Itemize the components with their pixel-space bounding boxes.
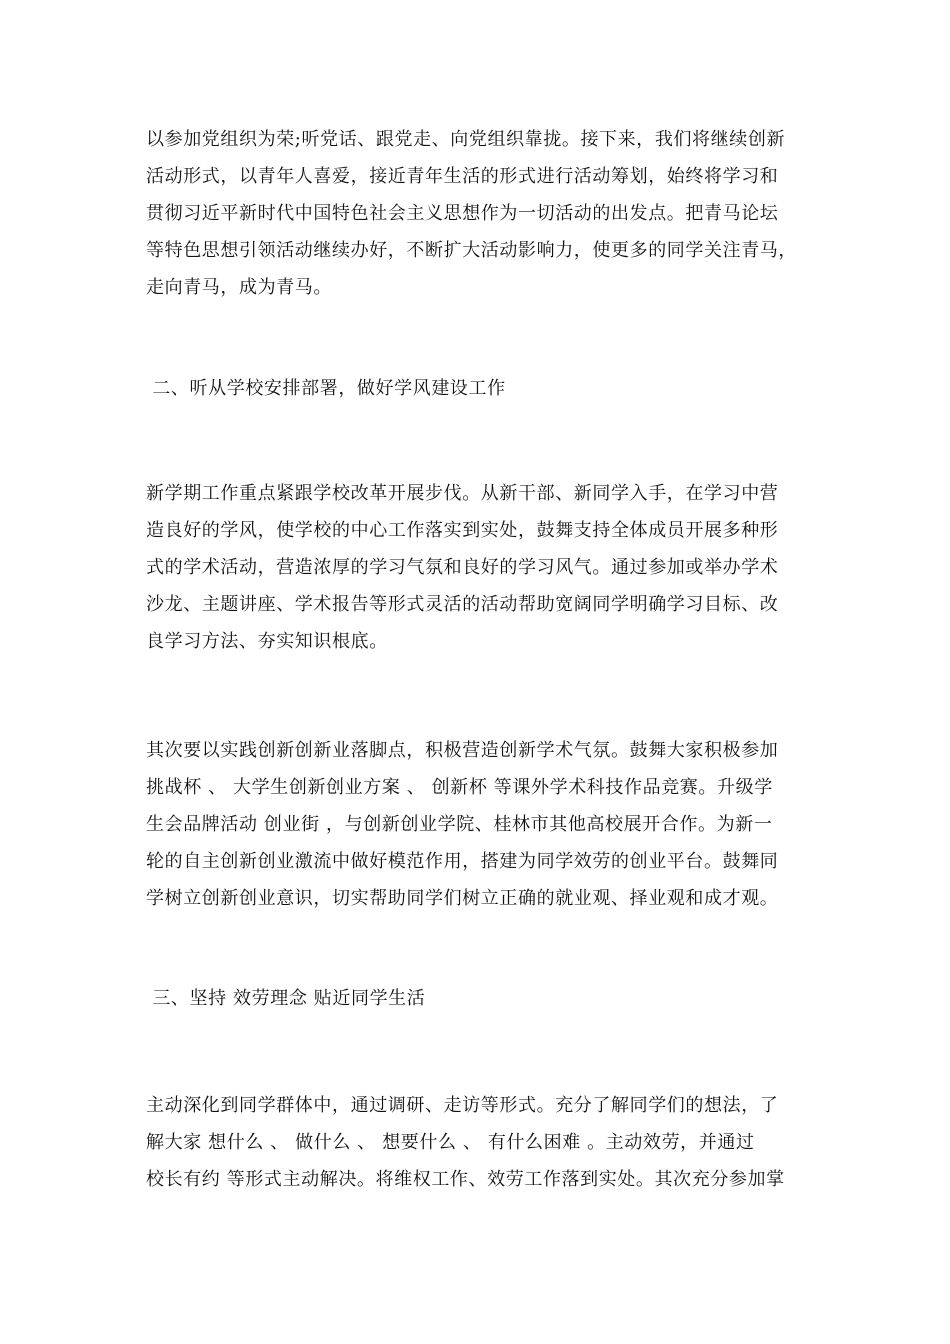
paragraph-line: 其次要以实践创新创新业落脚点，积极营造创新学术气氛。鼓舞大家积极参加 xyxy=(146,740,779,761)
paragraph-line: 良学习方法、夯实知识根底。 xyxy=(146,631,388,652)
paragraph-line: 轮的自主创新创业激流中做好模范作用，搭建为同学效劳的创业平台。鼓舞同 xyxy=(146,851,779,872)
paragraph-line: 造良好的学风，使学校的中心工作落实到实处，鼓舞支持全体成员开展多种形 xyxy=(146,520,779,541)
section-heading-3: 三、坚持 效劳理念 贴近同学生活 xyxy=(146,988,426,1009)
paragraph-line: 校长有约 等形式主动解决。将维权工作、效劳工作落到实处。其次充分参加掌 xyxy=(146,1169,785,1190)
paragraph-line: 挑战杯 、 大学生创新创业方案 、 创新杯 等课外学术科技作品竞赛。升级学 xyxy=(146,777,773,798)
paragraph-line: 解大家 想什么 、 做什么 、 想要什么 、 有什么困难 。主动效劳，并通过 xyxy=(146,1132,755,1153)
paragraph-line: 贯彻习近平新时代中国特色社会主义思想作为一切活动的出发点。把青马论坛 xyxy=(146,203,779,224)
paragraph-line: 主动深化到同学群体中，通过调研、走访等形式。充分了解同学们的想法，了 xyxy=(146,1095,779,1116)
paragraph-line: 生会品牌活动 创业街 ，与创新创业学院、桂林市其他高校展开合作。为新一 xyxy=(146,814,773,835)
paragraph-3 xyxy=(146,732,808,917)
paragraph-line: 新学期工作重点紧跟学校改革开展步伐。从新干部、新同学入手，在学习中营 xyxy=(146,483,779,504)
paragraph-1 xyxy=(146,121,808,306)
paragraph-line: 活动形式，以青年人喜爱，接近青年生活的形式进行活动筹划，始终将学习和 xyxy=(146,166,779,187)
paragraph-line: 等特色思想引领活动继续办好，不断扩大活动影响力，使更多的同学关注青马， xyxy=(146,240,797,261)
paragraph-2 xyxy=(146,475,808,660)
paragraph-line: 沙龙、主题讲座、学术报告等形式灵活的活动帮助宽阔同学明确学习目标、改 xyxy=(146,594,779,615)
paragraph-4 xyxy=(146,1087,808,1198)
paragraph-line: 学树立创新创业意识，切实帮助同学们树立正确的就业观、择业观和成才观。 xyxy=(146,888,779,909)
paragraph-line: 以参加党组织为荣;听党话、跟党走、向党组织靠拢。接下来，我们将继续创新 xyxy=(146,129,786,150)
paragraph-line: 走向青马，成为青马。 xyxy=(146,277,332,298)
section-heading-2: 二、听从学校安排部署，做好学风建设工作 xyxy=(146,378,506,399)
paragraph-line: 式的学术活动，营造浓厚的学习气氛和良好的学习风气。通过参加或举办学术 xyxy=(146,557,779,578)
